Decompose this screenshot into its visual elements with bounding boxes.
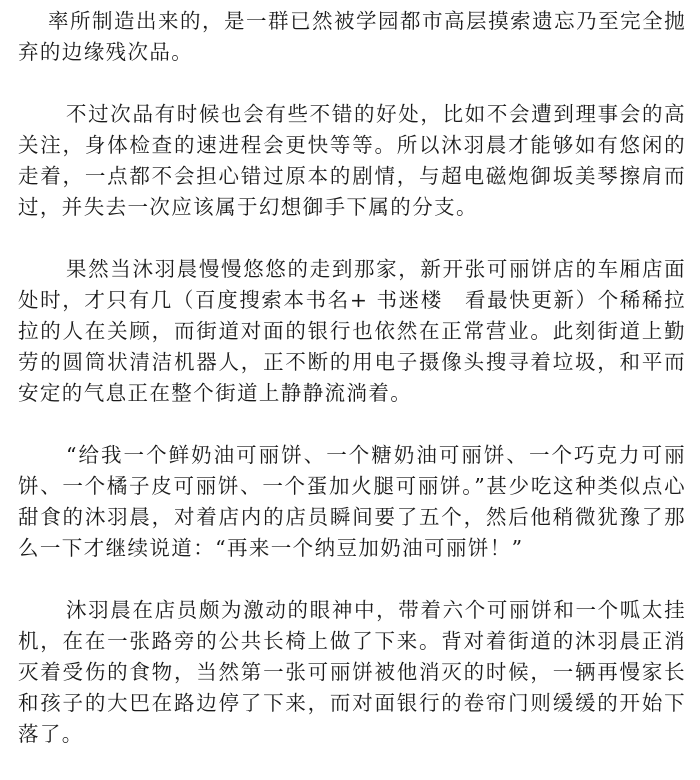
paragraph-2: 不过次品有时候也会有些不错的好处，比如不会遭到理事会的高关注，身体检查的速进程会更快等等。所以沐羽晨才能够如有悠闲的走着，一点都不会担心错过原本的剧情，与超电磁炮御坂美琴擦肩而过，并失去一次应该属于幻想御手下属的分支。	[18, 102, 686, 219]
paragraph-4: “给我一个鲜奶油可丽饼、一个糖奶油可丽饼、一个巧克力可丽饼、一个橘子皮可丽饼、一个蛋加火腿可丽饼。”甚少吃这种类似点心甜食的沐羽晨，对着店内的店员瞬间要了五个，然后他稍微犹豫了那么一下才继续说道：“再来一个纳豆加奶油可丽饼！”	[18, 443, 686, 560]
paragraph-1: 率所制造出来的，是一群已然被学园都市高层摸索遗忘乃至完全抛弃的边缘残次品。	[18, 9, 686, 64]
paragraph-5: 沐羽晨在店员颇为激动的眼神中，带着六个可丽饼和一个呱太挂机，在在一张路旁的公共长椅上做了下来。背对着街道的沐羽晨正消灭着受伤的食物，当然第一张可丽饼被他消灭的时候，一辆再慢家长和孩子的大巴在路边停了下来，而对面银行的卷帘门则缓缓的开始下落了。	[18, 598, 686, 746]
document-page	[18, 6, 686, 750]
paragraph-3: 果然当沐羽晨慢慢悠悠的走到那家，新开张可丽饼店的车厢店面处时，才只有几（百度搜索本书名+ 书迷楼 看最快更新）个稀稀拉拉的人在关顾，而街道对面的银行也依然在正常营业。此刻街道上勤劳的圆筒状清洁机器人，正不断的用电子摄像头搜寻着垃圾，和平而安定的气息正在整个街道上静静流淌着。	[18, 257, 686, 405]
